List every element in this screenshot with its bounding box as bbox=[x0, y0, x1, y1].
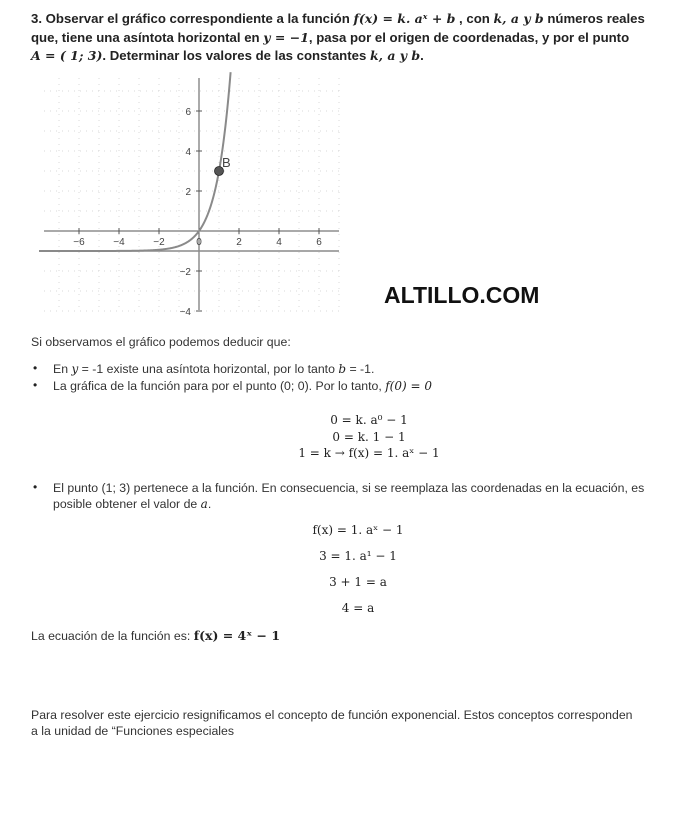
x-tick-label: −6 bbox=[73, 237, 85, 248]
question-text bbox=[31, 10, 691, 66]
question-line-3: A = ( 1; 3). Determinar los valores de las constantes k, a y b. bbox=[31, 48, 424, 63]
x-tick-label: −2 bbox=[153, 237, 165, 248]
x-tick-label: 0 bbox=[196, 237, 202, 248]
y-tick-label: −4 bbox=[179, 307, 191, 318]
equation-line: 1 = k → f(x) = 1. aˣ − 1 bbox=[298, 446, 440, 460]
equation-line: 0 = k. 1 − 1 bbox=[332, 430, 406, 444]
y-tick-label: 4 bbox=[185, 147, 191, 158]
watermark: ALTILLO.COM bbox=[384, 282, 540, 308]
bullet-item-asymptote: En y = -1 existe una asíntota horizontal, por lo tanto b = -1. bbox=[53, 362, 375, 376]
bullet-icon: • bbox=[33, 361, 38, 375]
x-tick-label: 6 bbox=[316, 237, 322, 248]
x-tick-label: −4 bbox=[113, 237, 125, 248]
equation-line: 4 = a bbox=[341, 601, 375, 615]
x-tick-label: 2 bbox=[236, 237, 242, 248]
bullet-item-point: El punto (1; 3) pertenece a la función. En consecuencia, si se reemplaza las coordenadas en la ecuación, es posible obtener el valor de a. bbox=[53, 481, 645, 511]
equation-line: 0 = k. a⁰ − 1 bbox=[330, 413, 408, 427]
bullet-item-origin: La gráfica de la función para por el punto (0; 0). Por lo tanto, f(0) = 0 bbox=[53, 379, 432, 393]
function-graph bbox=[44, 78, 339, 318]
bullet-icon: • bbox=[33, 378, 38, 392]
bullet-icon: • bbox=[33, 480, 38, 494]
question-line-2: que, tiene una asíntota horizontal en y = −1, pasa por el origen de coordenadas, y por el punto bbox=[31, 29, 630, 45]
equation-line: f(x) = 1. aˣ − 1 bbox=[312, 523, 404, 537]
equation-line: 3 + 1 = a bbox=[329, 575, 387, 589]
footer-text: Para resolver este ejercicio resignificamos el concepto de función exponencial. Estos conceptos corresponden a la unidad de “Funciones especiales bbox=[31, 708, 633, 738]
intro-text: Si observamos el gráfico podemos deducir que: bbox=[31, 335, 291, 349]
y-tick-label: −2 bbox=[179, 267, 191, 278]
point-label: B bbox=[222, 155, 231, 170]
x-tick-label: 4 bbox=[276, 237, 282, 248]
conclusion-text: La ecuación de la función es: f(x) = 4ˣ − 1 bbox=[31, 628, 281, 643]
y-tick-label: 6 bbox=[185, 107, 191, 118]
y-tick-label: 2 bbox=[185, 187, 191, 198]
equation-line: 3 = 1. a¹ − 1 bbox=[319, 549, 397, 563]
function-curve bbox=[39, 72, 231, 251]
question-line-1: 3. Observar el gráfico correspondiente a la función f(x) = k. aˣ + b , con k, a y b números reales bbox=[31, 11, 645, 26]
